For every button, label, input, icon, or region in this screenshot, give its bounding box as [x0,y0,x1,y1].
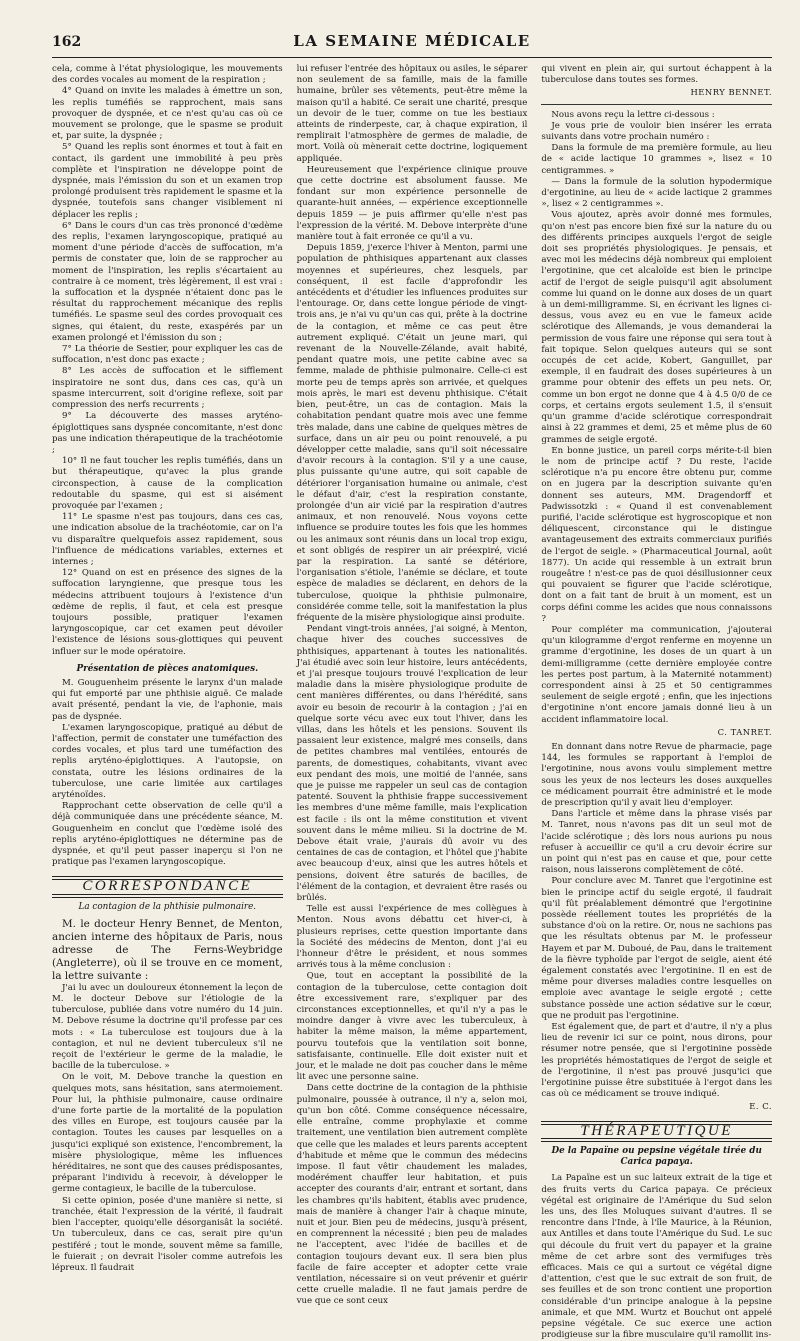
paragraph: La Papaïne est un suc laiteux extrait de la tige et des fruits verts du Carica papaya. Ce précieux végétal est originaire de l'Amérique du Sud selon les uns, des îles Moluques suivant d'autres. Il se rencontre dans l'Inde, à l'île Maurice, à la Réunion, aux Antilles et dans toute l'Amérique du Sud. Le suc qui découle du fruit vert du papayer et la graine même de cet arbre sont des vermifuges très efficaces. Mais ce qui a surtout ce végétal digne d'attention, c'est que le suc extrait de son fruit, de ses feuilles et de son tronc contient une proportion considérable d'un principe analogue à la pepsine animale, et que MM. Wurtz et Bouchut ont appelé pepsine végétale. Ce suc exerce une action prodigieuse sur la fibre musculaire qu'il ramollit ins- [541,1173,773,1341]
article-subtitle: La contagion de la phthisie pulmonaire. [78,901,257,912]
paragraph: — Dans la formule de la solution hypodermique d'ergotinine, au lieu de « acide lactique 2 grammes », lisez « 2 centigrammes ». [541,176,773,210]
paragraph: qui vivent en plein air, qui surtout échappent à la tuberculose dans toutes ses formes. [541,64,773,86]
paragraph: L'examen laryngoscopique, pratiqué au début de l'affection, permit de constater une tuméfaction des cordes vocales, et plus tard une tuméfaction des replis aryténo-épiglottiques. A l'autopsie, on constata, outre les lésions ordinaires de la tuberculose, une carie limitée aux cartilages aryténoïdes. [52,722,283,800]
column-1 [52,64,283,1273]
paragraph: 4° Quand on invite les malades à émettre un son, les replis tuméfiés se rapprochent, mais sans provoquer de dyspnée, et ce n'est qu'au cas où ce mouvement se prolonge, que le spasme se produit et, par suite, la dyspnée ; [52,86,283,142]
paragraph: 5° Quand les replis sont énormes et tout à fait en contact, ils gardent une immobilité à peu près complète et l'inspiration ne développe point de dyspnée, mais l'émission du son et un examen trop prolongé produisent très rapidement le spasme et la dyspnée, toutefois sans changer visiblement ni déplacer les replis ; [52,142,283,220]
paragraph: Dans cette doctrine de la contagion de la phthisie pulmonaire, poussée à outrance, il n'y a, selon moi, qu'un bon côté. Comme conséquence nécessaire, elle entraîne, comme prophylaxie et comme traitement, une ventilation bien autrement complète que celle que les malades et leurs parents acceptent d'habitude et même que le commun des médecins impose. Il faut vêtir chaudement les malades, modérément chauffer leur habitation, et puis accepter des courants d'air, entrant et sortant, dans les chambres qu'ils habitent, établis avec prudence, mais de manière à changer l'air à chaque minute, nuit et jour. Bien peu de médecins, jusqu'à présent, en comprennent la nécessité ; bien peu de malades ne l'acceptent, avec l'idée de bacilles et de contagion toujours devant eux. Il sera bien plus facile de faire accepter et adopter cette vraie ventilation, nécessaire si on veut prévenir et guérir cette cruelle maladie. Il ne faut jamais perdre de vue que ce sont ceux [296,1083,528,1307]
paragraph: En donnant dans notre Revue de pharmacie, page 144, les formules se rapportant à l'emploi de l'ergotinine, nous avons voulu simplement mettre sous les yeux de nos lecteurs les doses auxquelles ce médicament pourrait être administré et le mode de prescription qu'il y avait lieu d'employer. [541,741,773,808]
paragraph: 8° Les accès de suffocation et le sifflement inspiratoire ne sont dus, dans ces cas, qu'à un spasme intercurrent, soit d'origine reflexe, soit par compression des nerfs recurrents ; [52,366,283,411]
banner-text: THÉRAPEUTIQUE [541,1124,772,1139]
paragraph: Dans l'article et même dans la phrase visés par M. Tanret, nous n'avons pas dit un seul mot de l'acide sclérotique ; dès lors nous aurions pu nous refuser à accueillir ce qu'il a cru devoir écrire sur un point qui n'est pas en cause et que, pour cette raison, nous laisserons complètement de côté. [541,809,773,876]
paragraph: Est également que, de part et d'autre, il n'y a plus lieu de revenir ici sur ce point, nous dirons, pour résumer notre pensée, que si l'ergotinine possède les propriétés hémostatiques de l'ergot de seigle et de l'ergotinine, il n'est pas prouvé jusqu'ici que l'ergotinine puisse être substituée à l'ergot dans les cas où ce médicament se trouve indiqué. [541,1022,773,1100]
paragraph: Pendant vingt-trois années, j'ai soigné, à Menton, chaque hiver des couches successives de phthisiques, appartenant à toutes les nationalités. J'ai étudié avec soin leur histoire, leurs antécédents, et j'ai presque toujours trouvé l'explication de leur maladie dans la misère physiologique produite de cent manières différentes, ou dans l'hérédité, sans avoir eu besoin de recourir à la contagion ; j'ai en quelque sorte vécu avec eux tout l'hiver, dans les villas, dans les hôtels et les pensions. Souvent ils passaient leur existence, malgré mes conseils, dans de petites chambres mal ventilées, entourés de parents, de domestiques, cohabitants, vivant avec eux pendant des mois, une moitié de l'année, sans que je puisse me rappeler un seul cas de contagion patenté. Souvent la phthisie frappe successivement les membres d'une même famille, mais l'explication est facile : ils ont la même constitution et vivent souvent dans le même milieu. Si la doctrine de M. Debove était vraie, j'aurais dû avoir vu des centaines de cas de contagion, et l'hôtel que j'habite avec beaucoup d'eux, ainsi que les autres hôtels et pensions, doivent être saturés de bacilles, de l'élément de la contagion, et devraient être rasés ou brûlés. [296,624,528,904]
paragraph: Vous ajoutez, après avoir donné mes formules, qu'on n'est pas encore bien fixé sur la nature du ou des différents principes auxquels l'ergot de seigle doit ses propriétés physiologiques. Je pensais, et avec moi les médecins déjà nombreux qui emploient l'ergotinine, que cet alcaloïde est bien le principe actif de l'ergot de seigle puisqu'il agit absolument comme lui quand on le donne aux doses de un quart à un demi-milligramme. Si, en écrivant les lignes ci-dessus, vous avez eu en vue le fameux acide sclérotique des Allemands, je vous demanderai la permission de vous faire une réponse qui sera tout à fait topique. Selon quelques auteurs qui se sont occupés de cet acide, Kobert, Ganguillet, par exemple, il en faudrait des doses supérieures à un gramme pour obtenir des effets un peu nets. Or, comme un bon ergot ne donne que 4 à 4.5 0/0 de ce corps, et certains ergots seulement 1.5, il s'ensuit qu'un gramme d'acide sclérotique correspondrait ainsi à 22 grammes et demi, 25 et même plus de 60 grammes de seigle ergoté. [541,210,773,445]
signature: E. C. [749,1101,773,1112]
paragraph: M. Gouguenheim présente le larynx d'un malade qui fut emporté par une phthisie aiguë. Ce malade avait présenté, pendant la vie, de l'aphonie, mais pas de dyspnée. [52,677,283,722]
letter-intro: Nous avons reçu la lettre ci-dessous : [551,109,715,120]
paragraph: J'ai lu avec un douloureux étonnement la leçon de M. le docteur Debove sur l'étiologie de la tuberculose, publiée dans votre numéro du 14 juin. M. Debove résume la doctrine qu'il professe par ces mots : « La tuberculose est toujours due à la contagion, et nul ne devient tuberculeux s'il ne reçoit de l'extérieur le germe de la maladie, le bacille de la tuberculose. » [52,982,283,1072]
column-3 [541,64,773,1341]
section-banner [541,1121,772,1142]
divider [541,104,772,105]
section-banner [52,876,283,897]
paragraph: Pour conclure avec M. Tanret que l'ergotinine est bien le principe actif du seigle ergoté, il faudrait qu'il fût préalablement démontré que l'ergotinine possède réellement toutes les propriétés de la substance d'où on la retire. Or, nous ne sachions pas que les résultats obtenus par M. le professeur Hayem et par M. Duboué, de Pau, dans le traitement de la fièvre typhoïde par l'ergot de seigle, aient été également constatés avec l'ergotinine. Il en est de même pour diverses maladies contre lesquelles on emploie avec avantage le seigle ergoté ; cette substance possède une action sédative sur le cœur, que ne produit pas l'ergotinine. [541,876,773,1021]
running-header [52,32,772,58]
letter-intro: M. le docteur Henry Bennet, de Menton, ancien interne des hôpitaux de Paris, nous adresse de The Ferns-Weybridge (Angleterre), où il se trouve en ce moment, la lettre suivante : [52,917,283,982]
journal-title: LA SEMAINE MÉDICALE [293,32,531,50]
section-title: Présentation de pièces anatomiques. [76,663,259,674]
paragraph: Depuis 1859, j'exerce l'hiver à Menton, parmi une population de phthisiques appartenant aux classes moyennes et supérieures, chez lesquels, par conséquent, il est facile d'approfondir les antécédents et d'étudier les influences produites sur l'entourage. Or, dans cette longue période de vingt-trois ans, je n'ai vu qu'un cas qui, prête à la doctrine de la contagion, et même ce cas peut être autrement expliqué. C'était un jeune mari, qui revenant de la Nouvelle-Zélande, avait habité, pendant quatre mois, une petite cabine avec sa femme, malade de phthisie pulmonaire. Celle-ci est morte peu de temps après son arrivée, et quelques mois après, le mari est devenu phthisique. C'était bien, peut-être, un cas de contagion. Mais la cohabitation pendant quatre mois avec une femme très malade, dans une cabine de quelques mètres de surface, dans un air peu ou point renouvelé, a pu développer cette maladie, sans qu'il soit nécessaire d'avoir recours à la contagion. S'il y a une cause, plus puissante qu'une autre, qui soit capable de détériorer l'organisation humaine ou animale, c'est le défaut d'air, c'est la respiration constante, prolongée d'un air vicié par la respiration d'autres animaux, et non renouvelé. Nous voyons cette influence se produire toutes les fois que les hommes ou les animaux sont réunis dans un local trop exigu, et sont obligés de respirer un air préexpiré, vicié par la respiration. La santé se détériore, l'organisation s'étiole, l'anémie se déclare, et toute espèce de maladies se déclarent, en dehors de la tuberculose, quoique la phthisie pulmonaire, considérée comme telle, soit la manifestation la plus fréquente de la misère physiologique ainsi produite. [296,243,528,623]
paragraph: Pour compléter ma communication, j'ajouterai qu'un kilogramme d'ergot renferme en moyenne un gramme d'ergotinine, les doses de un quart à un demi-milligramme (cette dernière employée contre les pertes post partum, à la Maternité notamment) correspondent ainsi à 25 et 50 centigrammes seulement de seigle ergoté ; enfin, que les injections d'ergotinine n'ont encore jamais donné lieu à un accident inflammatoire local. [541,624,773,725]
column-2 [296,64,528,1307]
paragraph: Telle est aussi l'expérience de mes collègues à Menton. Nous avons débattu cet hiver-ci, à plusieurs reprises, cette question importante dans la Société des médecins de Menton, dont j'ai eu l'honneur d'être le président, et nous sommes arrivés tous à la même conclusion : [296,904,528,971]
paragraph: Dans la formule de ma première formule, au lieu de « acide lactique 10 grammes », lisez « 10 centigrammes. » [541,143,773,176]
paragraph: En bonne justice, un pareil corps mérite-t-il bien le nom de principe actif ? Du reste, l'acide sclérotique n'a pu encore être obtenu pur, comme on en jugera par la description suivante qu'en donnent ses auteurs, MM. Dragendorff et Padwissotzki : « Quand il est convenablement purifié, l'acide sclérotique est hygroscopique et non déliquescent, circonstance qui le distingue avantageusement des extraits commerciaux purifiés de l'ergot de seigle. » (Pharmaceutical Journal, août 1877). Un acide qui ressemble à un extrait brun rougeâtre ! n'est-ce pas de quoi désillusionner ceux qui pouvaient se figurer que l'acide sclérotique, dont on a fait tant de bruit à un moment, est un corps défini comme les acides que nous connaissons ? [541,445,773,624]
columns [52,64,773,1341]
paragraph: 9° La découverte des masses aryténo-épiglottiques sans dyspnée concomitante, n'est donc pas une indication thérapeutique de la trachéotomie ; [52,411,283,455]
paragraph: 7° La théorie de Sestier, pour expliquer les cas de suffocation, n'est donc pas exacte ; [52,344,283,366]
page-number: 162 [52,34,82,50]
paragraph: Je vous prie de vouloir bien insérer les errata suivants dans votre prochain numéro : [541,120,773,143]
paragraph: cela, comme à l'état physiologique, les mouvements des cordes vocales au moment de la respiration ; [52,64,283,86]
signature: HENRY BENNET. [690,87,773,98]
paragraph: 6° Dans le cours d'un cas très prononcé d'œdème des replis, l'examen laryngoscopique, pratiqué au moment d'une période d'accès de suffocation, m'a permis de constater que, loin de se rapprocher au moment de l'inspiration, les replis s'écartaient au contraire à ce moment, très légèrement, il est vrai : la suffocation et la dyspnée n'étaient donc pas le résultat du rapprochement mécanique des replis tuméfiés. Le spasme seul des cordes provoquait ces signes, qui étaient, du reste, exaspérés par un examen prolongé et l'émission du son ; [52,220,283,343]
paragraph: Heureusement que l'expérience clinique prouve que cette doctrine est absolument fausse. Me fondant sur mon expérience personnelle de quarante-huit années, — expérience exceptionnelle depuis 1859 — je puis affirmer qu'elle n'est pas l'expression de la vérité. M. Debove interprète d'une manière tout à fait erronée ce qu'il a vu. [296,164,528,243]
paragraph: Rapprochant cette observation de celle qu'il a déjà communiquée dans une précédente séance, M. Gouguenheim en conclut que l'œdème isolé des replis aryténo-épiglottiques ne détermine pas de dyspnée, et qu'il peut passer inaperçu si l'on ne pratique pas l'examen laryngoscopique. [52,801,283,868]
paragraph: On le voit, M. Debove tranche la question en quelques mots, sans hésitation, sans atermoiement. Pour lui, la phthisie pulmonaire, cause ordinaire d'une forte partie de la mortalité de la population des villes en Europe, est toujours causée par la contagion. Toutes les causes par lesquelles on a jusqu'ici expliqué son existence, l'encombrement, la misère physiologique, même les influences héréditaires, ne sont que des causes prédisposantes, préparant l'individu à recevoir, à développer le germe contagieux, le bacille de la tuberculose. [52,1072,283,1195]
paragraph: Si cette opinion, posée d'une manière si nette, si tranchée, était l'expression de la vérité, il faudrait bien l'accepter, quoiqu'elle désorganisât la société. Un tuberculeux, dans ce cas, serait pire qu'un pestiféré ; tout le monde, souvent même sa famille, le fuierait ; on devrait l'isoler comme autrefois les lépreux. Il faudrait [52,1195,283,1273]
signature: C. TANRET. [717,726,773,737]
banner-text: CORRESPONDANCE [52,879,283,894]
paragraph: Que, tout en acceptant la possibilité de la contagion de la tuberculose, cette contagion doit être excessivement rare, s'expliquer par des circonstances exceptionnelles, et qu'il n'y a pas le moindre danger à vivre avec les tuberculeux, à habiter la même maison, la même appartement, pourvu toutefois que la ventilation soit bonne, satisfaisante, continuelle. Elle doit exister nuit et jour, et le malade ne doit pas coucher dans le même lit avec une personne saine. [296,971,528,1083]
article-subtitle: De la Papaïne ou pepsine végétale tirée du Carica papaya. [551,1145,762,1168]
paragraph: 11° Le spasme n'est pas toujours, dans ces cas, une indication absolue de la trachéotomie, car on l'a vu disparaître quelquefois assez rapidement, sous l'influence de médications variables, externes et internes ; [52,512,283,567]
paragraph: lui refuser l'entrée des hôpitaux ou asiles, le séparer non seulement de sa famille, mais de la famille humaine, brûler ses vêtements, peut-être même la maison qu'il a habité. Ce serait une charité, presque un devoir de le tuer, comme on tue les bestiaux atteints de rinderpeste, car, à chaque expiration, il remplirait l'atmosphère de germes de maladie, de mort. Voilà où mènerait cette doctrine, logiquement appliquée. [296,64,528,164]
paragraph: 10° Il ne faut toucher les replis tuméfiés, dans un but thérapeutique, qu'avec la plus grande circonspection, à cause de la complication redoutable du spasme, qui est si aisément provoquée par l'examen ; [52,456,283,511]
paragraph: 12° Quand on est en présence des signes de la suffocation laryngienne, que presque tous les médecins attribuent toujours à l'existence d'un œdème de replis, il faut, et cela est presque toujours possible, pratiquer l'examen laryngoscopique, car cet examen peut dévoiler l'existence de lésions sous-glottiques qui peuvent influer sur le mode opératoire. [52,568,283,657]
